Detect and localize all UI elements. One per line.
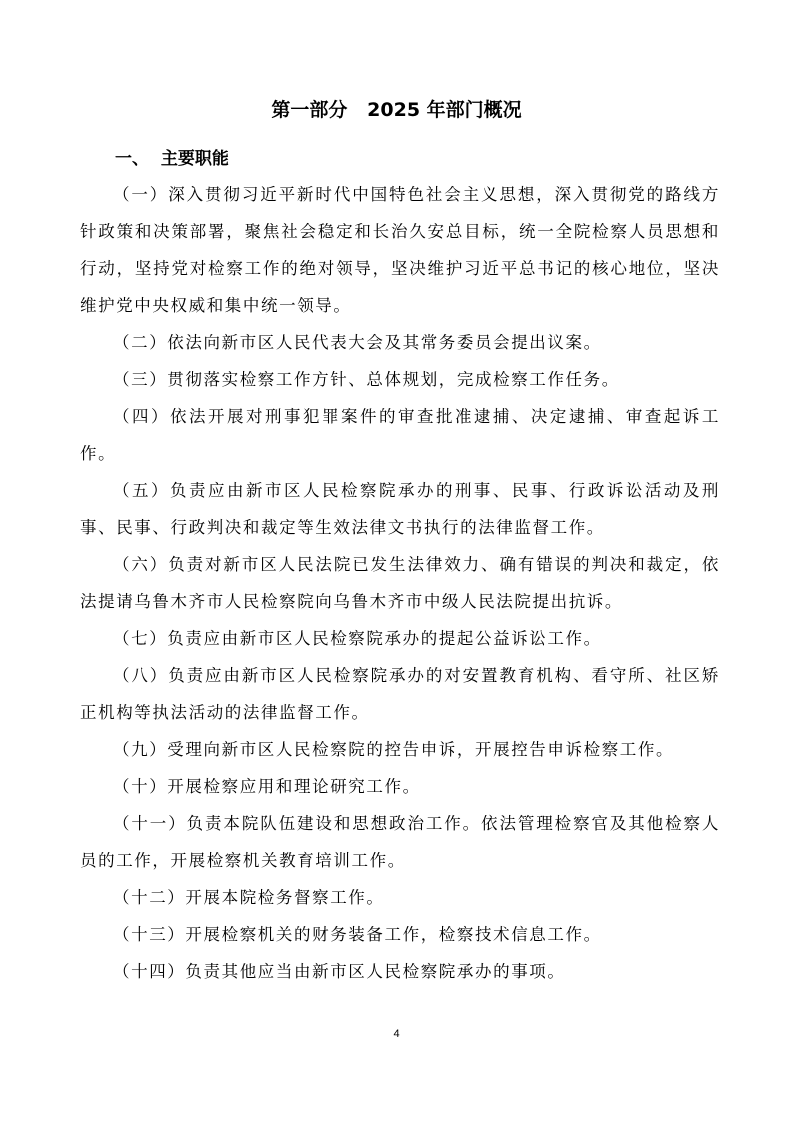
document-title: 第一部分 2025 年部门概况 [271,99,522,121]
paragraph-9: （九）受理向新市区人民检察院的控告申诉，开展控告申诉检察工作。 [113,740,675,759]
paragraph-10: （十）开展检察应用和理论研究工作。 [113,777,421,796]
paragraph-3: （三）贯彻落实检察工作方针、总体规划，完成检察工作任务。 [113,370,620,389]
paragraph-13: （十三）开展检察机关的财务装备工作，检察技术信息工作。 [113,925,602,944]
paragraph-8: （八）负责应由新市区人民检察院承办的对安置教育机构、看守所、社区矫正机构等执法活动的法律监督工作。 [80,666,720,722]
paragraph-11: （十一）负责本院队伍建设和思想政治工作。依法管理检察官及其他检察人员的工作，开展检察机关教育培训工作。 [80,814,720,870]
paragraph-12: （十二）开展本院检务督察工作。 [113,888,385,907]
paragraph-1: （一）深入贯彻习近平新时代中国特色社会主义思想，深入贯彻党的路线方针政策和决策部署，聚焦社会稳定和长治久安总目标，统一全院检察人员思想和行动，坚持党对检察工作的绝对领导，坚决维护习近平总书记的核心地位，坚决维护党中央权威和集中统一领导。 [80,185,720,315]
paragraph-14: （十四）负责其他应当由新市区人民检察院承办的事项。 [113,962,566,981]
paragraph-5: （五）负责应由新市区人民检察院承办的刑事、民事、行政诉讼活动及刑事、民事、行政判决和裁定等生效法律文书执行的法律监督工作。 [80,481,720,537]
paragraph-2: （二）依法向新市区人民代表大会及其常务委员会提出议案。 [113,333,602,352]
page-number: 4 [393,1028,400,1040]
paragraph-4: （四）依法开展对刑事犯罪案件的审查批准逮捕、决定逮捕、审查起诉工作。 [80,407,720,463]
body-text [80,176,720,990]
paragraph-7: （七）负责应由新市区人民检察院承办的提起公益诉讼工作。 [113,629,602,648]
section-heading: 一、 主要职能 [115,149,229,169]
paragraph-6: （六）负责对新市区人民法院已发生法律效力、确有错误的判决和裁定，依法提请乌鲁木齐市人民检察院向乌鲁木齐市中级人民法院提出抗诉。 [80,555,720,611]
